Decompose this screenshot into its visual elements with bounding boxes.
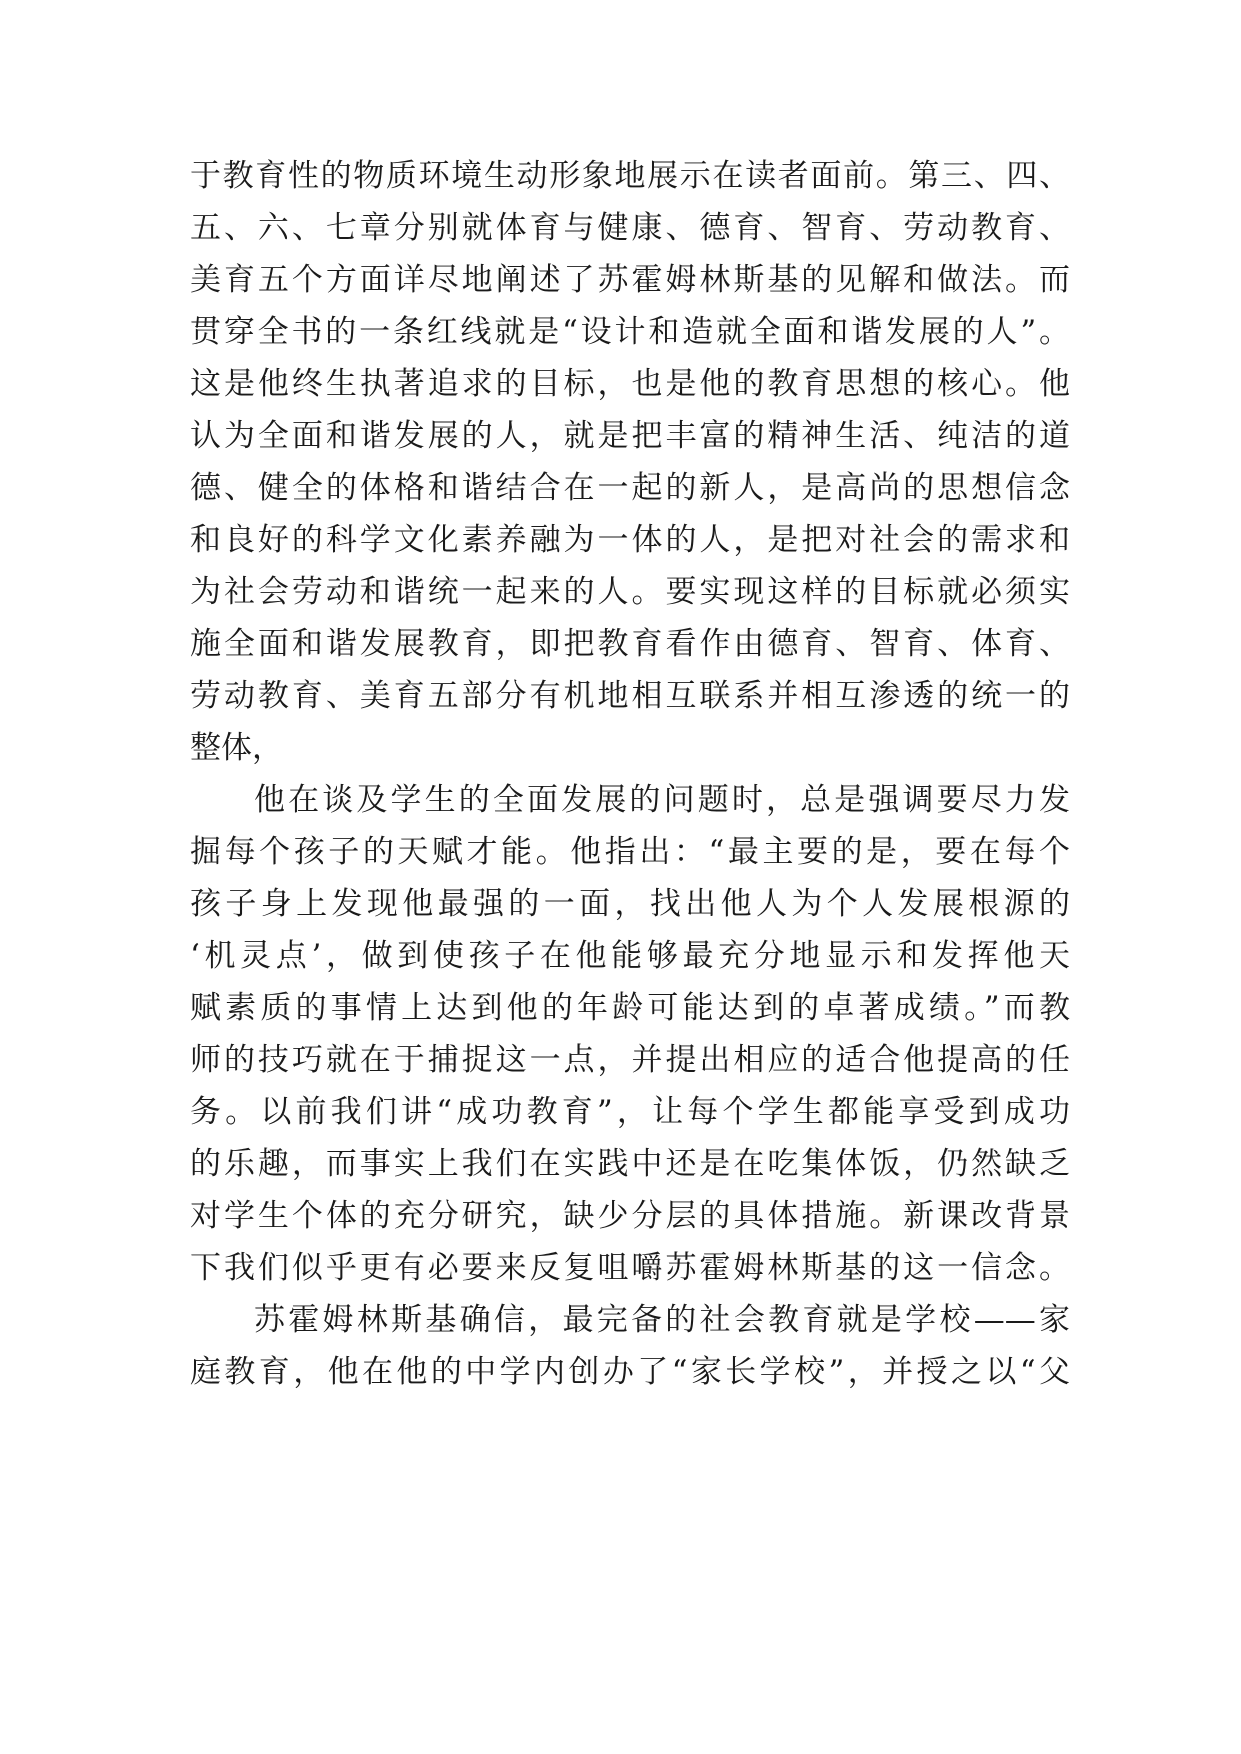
text-line: ‘机灵点’，做到使孩子在他能够最充分地显示和发挥他天 xyxy=(190,938,1070,974)
text-line: 这是他终生执著追求的目标，也是他的教育思想的核心。他 xyxy=(190,366,1070,402)
body-text xyxy=(190,150,1070,1398)
text-line: 于教育性的物质环境生动形象地展示在读者面前。第三、四、 xyxy=(190,158,1070,194)
text-line: 德、健全的体格和谐结合在一起的新人，是高尚的思想信念 xyxy=(190,470,1070,506)
text-line: 庭教育，他在他的中学内创办了“家长学校”，并授之以“父 xyxy=(190,1354,1070,1390)
text-line: 对学生个体的充分研究，缺少分层的具体措施。新课改背景 xyxy=(190,1198,1070,1234)
text-line: 的乐趣，而事实上我们在实践中还是在吃集体饭，仍然缺乏 xyxy=(190,1146,1070,1182)
text-line: 施全面和谐发展教育，即把教育看作由德育、智育、体育、 xyxy=(190,626,1070,662)
text-line: 务。以前我们讲“成功教育”，让每个学生都能享受到成功 xyxy=(190,1094,1070,1130)
text-line: 师的技巧就在于捕捉这一点，并提出相应的适合他提高的任 xyxy=(190,1042,1070,1078)
text-line: 认为全面和谐发展的人，就是把丰富的精神生活、纯洁的道 xyxy=(190,418,1070,454)
text-line: 美育五个方面详尽地阐述了苏霍姆林斯基的见解和做法。而 xyxy=(190,262,1070,298)
text-line: 劳动教育、美育五部分有机地相互联系并相互渗透的统一的 xyxy=(190,678,1070,714)
text-line: 赋素质的事情上达到他的年龄可能达到的卓著成绩。”而教 xyxy=(190,990,1070,1026)
text-line: 掘每个孩子的天赋才能。他指出：“最主要的是，要在每个 xyxy=(190,834,1070,870)
text-line: 为社会劳动和谐统一起来的人。要实现这样的目标就必须实 xyxy=(190,574,1070,610)
paragraph-first-line: 苏霍姆林斯基确信，最完备的社会教育就是学校——家 xyxy=(254,1302,1070,1338)
text-line: 下我们似乎更有必要来反复咀嚼苏霍姆林斯基的这一信念。 xyxy=(190,1250,1070,1286)
text-line: 贯穿全书的一条红线就是“设计和造就全面和谐发展的人”。 xyxy=(190,314,1070,350)
text-line: 孩子身上发现他最强的一面，找出他人为个人发展根源的 xyxy=(190,886,1070,922)
text-line: 和良好的科学文化素养融为一体的人，是把对社会的需求和 xyxy=(190,522,1070,558)
text-line: 整体， xyxy=(190,730,283,766)
paragraph-first-line: 他在谈及学生的全面发展的问题时，总是强调要尽力发 xyxy=(254,782,1070,818)
text-line: 五、六、七章分别就体育与健康、德育、智育、劳动教育、 xyxy=(190,210,1070,246)
